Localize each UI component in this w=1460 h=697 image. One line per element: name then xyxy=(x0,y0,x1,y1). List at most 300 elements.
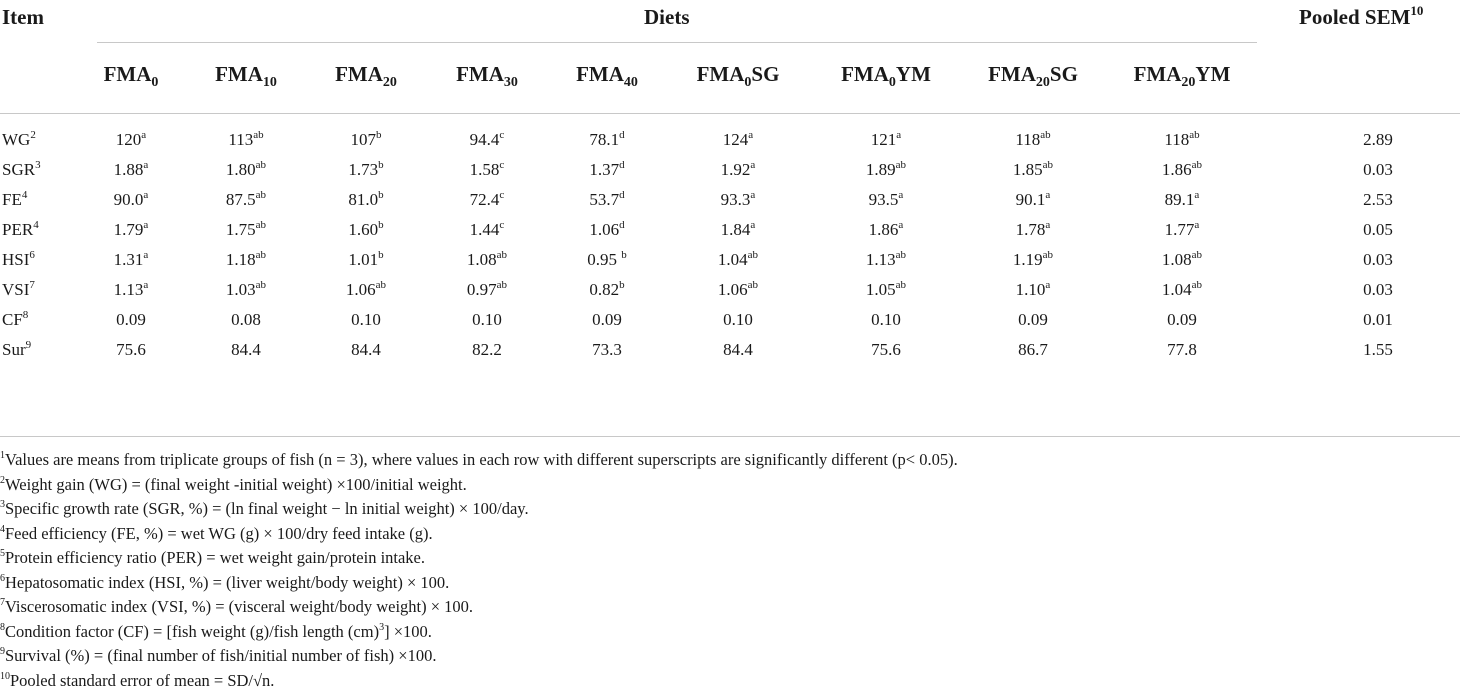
table-cell xyxy=(721,190,756,210)
table-cell xyxy=(348,190,383,210)
cell-superscript: a xyxy=(1194,189,1200,201)
header-diets: Diets xyxy=(644,5,690,29)
column-header-base: FMA xyxy=(215,62,263,86)
cell-superscript: a xyxy=(1045,219,1051,231)
table-cell xyxy=(226,280,266,300)
column-header xyxy=(215,62,277,90)
table-cell xyxy=(351,130,382,150)
cell-value: 1.05 xyxy=(865,280,896,299)
cell-value: 93.5 xyxy=(868,190,899,209)
cell-value: 73.3 xyxy=(592,340,622,359)
cell-value: 1.84 xyxy=(720,220,751,239)
cell-value: 1.85 xyxy=(1012,160,1043,179)
cell-value: 0.10 xyxy=(723,310,753,329)
row-label xyxy=(2,190,27,210)
cell-superscript: a xyxy=(1045,279,1051,291)
footnote-number: 6 xyxy=(0,572,5,584)
cell-value: 1.13 xyxy=(865,250,896,269)
footnote-text-after: ] ×100. xyxy=(384,621,432,641)
row-label-sup: 3 xyxy=(35,159,41,171)
table-cell xyxy=(114,220,149,240)
cell-value: 1.80 xyxy=(225,160,256,179)
table-cell xyxy=(1016,280,1051,300)
table-cell xyxy=(1015,130,1050,150)
row-label xyxy=(2,340,31,360)
row-label xyxy=(2,310,28,330)
cell-value: 77.8 xyxy=(1167,340,1197,359)
column-header-sub: 20 xyxy=(382,75,397,90)
footnote xyxy=(0,450,958,470)
table-cell xyxy=(721,220,756,240)
cell-superscript: ab xyxy=(895,249,907,261)
cell-value: 113 xyxy=(228,130,254,149)
cell-superscript: a xyxy=(898,219,904,231)
table-bottom-rule xyxy=(0,436,1460,437)
cell-value: 84.4 xyxy=(723,340,753,359)
cell-superscript: b xyxy=(621,249,627,261)
cell-superscript: c xyxy=(499,189,505,201)
column-header-suffix: SG xyxy=(1049,62,1078,86)
cell-value: 0.09 xyxy=(1167,310,1197,329)
column-header-sub: 40 xyxy=(623,75,638,90)
cell-superscript: b xyxy=(378,249,384,261)
pooled-sem-value: 0.03 xyxy=(1363,160,1393,179)
table-cell xyxy=(723,340,753,360)
cell-value: 1.86 xyxy=(868,220,899,239)
table-cell xyxy=(470,190,505,210)
table-cell xyxy=(589,280,624,300)
cell-superscript: d xyxy=(619,189,625,201)
table-cell xyxy=(470,160,505,180)
column-header xyxy=(1133,62,1231,90)
cell-superscript: a xyxy=(143,159,149,171)
row-label xyxy=(2,220,39,240)
cell-value: 118 xyxy=(1164,130,1190,149)
row-label xyxy=(2,280,35,300)
header-rule xyxy=(0,113,1460,114)
header-pooled-sem xyxy=(1299,5,1423,30)
table-cell xyxy=(589,190,624,210)
cell-value: 1.03 xyxy=(225,280,256,299)
cell-superscript: a xyxy=(748,129,754,141)
cell-value: 118 xyxy=(1015,130,1041,149)
cell-superscript: ab xyxy=(255,279,267,291)
table-cell xyxy=(1167,340,1197,360)
table-cell xyxy=(231,310,261,330)
footnote-text: Survival (%) = (final number of fish/initial number of fish) ×100. xyxy=(5,646,437,665)
cell-value: 75.6 xyxy=(116,340,146,359)
cell-value: 1.08 xyxy=(466,250,497,269)
row-label-text: Sur xyxy=(2,340,26,359)
cell-superscript: c xyxy=(499,219,505,231)
column-header-base: FMA xyxy=(988,62,1036,86)
table-cell xyxy=(1167,310,1197,330)
table-cell xyxy=(1162,250,1202,270)
pooled-sem-value: 0.05 xyxy=(1363,220,1393,239)
cell-value: 121 xyxy=(870,130,897,149)
cell-value: 1.04 xyxy=(1161,280,1192,299)
cell-value: 0.10 xyxy=(871,310,901,329)
cell-value: 1.01 xyxy=(348,250,379,269)
footnote-number: 1 xyxy=(0,450,5,461)
cell-superscript: ab xyxy=(255,189,267,201)
cell-superscript: ab xyxy=(375,279,387,291)
table-cell xyxy=(1013,250,1053,270)
cell-value: 0.09 xyxy=(592,310,622,329)
footnote-text: Specific growth rate (SGR, %) = (ln final weight − ln initial weight) × 100/day. xyxy=(5,499,529,518)
cell-superscript: ab xyxy=(255,249,267,261)
cell-value: 1.06 xyxy=(717,280,748,299)
column-header-base: FMA xyxy=(841,62,889,86)
cell-superscript: ab xyxy=(255,219,267,231)
footnote-number: 4 xyxy=(0,523,5,535)
cell-superscript: ab xyxy=(1040,129,1051,141)
column-header-suffix: YM xyxy=(1195,62,1231,86)
cell-value: 90.1 xyxy=(1015,190,1046,209)
footnote xyxy=(0,548,425,568)
column-header-suffix: YM xyxy=(895,62,931,86)
cell-superscript: ab xyxy=(496,249,508,261)
column-header xyxy=(456,62,518,90)
cell-value: 1.13 xyxy=(113,280,144,299)
table-cell xyxy=(871,310,901,330)
column-header-base: FMA xyxy=(103,62,152,86)
table-cell xyxy=(348,220,383,240)
cell-superscript: a xyxy=(750,189,756,201)
footnote-text: Pooled standard error of mean = SD/√n. xyxy=(10,670,275,690)
cell-value: 53.7 xyxy=(589,190,620,209)
cell-superscript: a xyxy=(143,249,149,261)
row-label-text: CF xyxy=(2,310,23,329)
cell-value: 78.1 xyxy=(589,130,620,149)
table-cell xyxy=(116,340,146,360)
header-pooled-sem-sup: 10 xyxy=(1410,3,1424,18)
table-cell xyxy=(114,280,149,300)
table-cell xyxy=(467,250,507,270)
column-header-sub: 20 xyxy=(1035,75,1050,90)
cell-value: 84.4 xyxy=(351,340,381,359)
cell-superscript: c xyxy=(499,159,505,171)
table-cell xyxy=(467,280,507,300)
table-cell xyxy=(114,250,149,270)
cell-superscript: a xyxy=(143,189,149,201)
table-cell xyxy=(472,310,502,330)
table-cell xyxy=(1016,190,1051,210)
footnote xyxy=(0,622,432,642)
table-cell xyxy=(1165,220,1200,240)
footnote-number: 9 xyxy=(0,646,5,657)
column-header-sub: 20 xyxy=(1181,75,1196,90)
footnote-number: 5 xyxy=(0,548,5,559)
cell-value: 1.88 xyxy=(113,160,144,179)
table-cell xyxy=(114,190,149,210)
cell-superscript: a xyxy=(750,219,756,231)
footnote xyxy=(0,499,529,519)
column-header-sub: 0 xyxy=(744,75,752,90)
cell-superscript: ab xyxy=(1191,279,1203,291)
cell-value: 1.06 xyxy=(589,220,620,239)
footnote-text: Hepatosomatic index (HSI, %) = (liver weight/body weight) × 100. xyxy=(5,572,450,592)
column-header-base: FMA xyxy=(1133,62,1182,86)
cell-superscript: a xyxy=(141,129,147,141)
cell-value: 1.78 xyxy=(1015,220,1046,239)
cell-superscript: ab xyxy=(895,159,907,171)
cell-value: 1.92 xyxy=(720,160,751,179)
cell-value: 1.79 xyxy=(113,220,144,239)
cell-superscript: b xyxy=(378,159,384,171)
cell-superscript: ab xyxy=(1189,129,1200,141)
table-cell xyxy=(1162,280,1202,300)
cell-value: 1.58 xyxy=(469,160,500,179)
cell-superscript: a xyxy=(143,279,149,291)
cell-superscript: a xyxy=(1194,219,1200,231)
table-cell xyxy=(116,130,146,150)
cell-value: 1.37 xyxy=(589,160,620,179)
footnote-number: 7 xyxy=(0,597,5,608)
column-header-sub: 0 xyxy=(151,75,159,90)
table-cell xyxy=(587,250,627,270)
row-label-sup: 4 xyxy=(21,189,28,201)
footnote-text: Viscerosomatic index (VSI, %) = (visceral weight/body weight) × 100. xyxy=(5,597,474,616)
cell-value: 89.1 xyxy=(1164,190,1195,209)
table-cell xyxy=(718,280,758,300)
row-label xyxy=(2,250,35,270)
cell-value: 1.10 xyxy=(1015,280,1046,299)
cell-superscript: b xyxy=(619,279,625,291)
table-cell xyxy=(348,250,383,270)
cell-superscript: a xyxy=(750,159,756,171)
row-label-text: WG xyxy=(2,130,31,149)
table-cell xyxy=(346,280,386,300)
footnote-text: Protein efficiency ratio (PER) = wet weight gain/protein intake. xyxy=(5,548,426,567)
row-label-sup: 2 xyxy=(30,129,36,141)
footnote-number: 3 xyxy=(0,499,5,510)
cell-value: 93.3 xyxy=(720,190,751,209)
footnote-text: Weight gain (WG) = (final weight -initial weight) ×100/initial weight. xyxy=(5,474,467,494)
cell-value: 1.06 xyxy=(345,280,376,299)
table-cell xyxy=(114,160,149,180)
column-header-sub: 0 xyxy=(888,75,896,90)
table-cell xyxy=(866,160,906,180)
row-label-text: FE xyxy=(2,190,22,209)
column-header xyxy=(988,62,1078,90)
cell-value: 1.86 xyxy=(1161,160,1192,179)
pooled-sem-value: 0.01 xyxy=(1363,310,1393,329)
table-cell xyxy=(1162,160,1202,180)
table-cell xyxy=(228,130,263,150)
cell-superscript: d xyxy=(619,159,625,171)
row-label-text: HSI xyxy=(2,250,30,269)
table-cell xyxy=(226,250,266,270)
table-cell xyxy=(869,220,904,240)
cell-value: 1.31 xyxy=(113,250,144,269)
cell-superscript: a xyxy=(1045,189,1051,201)
column-header xyxy=(841,62,931,90)
diets-rule xyxy=(97,42,1257,43)
column-header-sub: 30 xyxy=(503,75,518,90)
footnote-number: 2 xyxy=(0,474,5,486)
cell-superscript: c xyxy=(499,129,505,141)
cell-value: 1.18 xyxy=(225,250,256,269)
cell-superscript: ab xyxy=(255,159,267,171)
footnote-text-sup: 3 xyxy=(379,621,385,633)
cell-value: 84.4 xyxy=(231,340,261,359)
footnote xyxy=(0,573,449,593)
cell-value: 1.08 xyxy=(1161,250,1192,269)
footnote xyxy=(0,475,467,495)
row-label xyxy=(2,130,36,150)
cell-value: 107 xyxy=(350,130,376,149)
cell-value: 0.10 xyxy=(472,310,502,329)
cell-superscript: ab xyxy=(1191,159,1203,171)
table-cell xyxy=(1018,310,1048,330)
cell-value: 124 xyxy=(722,130,749,149)
table-cell xyxy=(470,130,505,150)
table-cell xyxy=(1164,130,1199,150)
cell-superscript: d xyxy=(619,219,625,231)
table-cell xyxy=(472,340,502,360)
cell-superscript: b xyxy=(376,129,382,141)
table-cell xyxy=(1018,340,1048,360)
cell-value: 82.2 xyxy=(472,340,502,359)
row-label xyxy=(2,160,41,180)
pooled-sem-value: 2.53 xyxy=(1363,190,1393,209)
table-cell xyxy=(1013,160,1053,180)
footnote-text: Condition factor (CF) = [fish weight (g)/fish length (cm) xyxy=(5,621,380,641)
header-item: Item xyxy=(2,5,44,29)
footnote-number: 10 xyxy=(0,670,10,682)
footnote-text: Feed efficiency (FE, %) = wet WG (g) × 100/dry feed intake (g). xyxy=(5,523,433,543)
footnote-text: Values are means from triplicate groups of fish (n = 3), where values in each row with different superscripts are significantly different (p< 0.05). xyxy=(5,450,958,469)
cell-value: 1.75 xyxy=(225,220,256,239)
header-pooled-sem-text: Pooled SEM xyxy=(1299,5,1411,29)
footnote xyxy=(0,646,436,666)
cell-value: 1.73 xyxy=(348,160,379,179)
column-header-base: FMA xyxy=(456,62,504,86)
cell-value: 0.09 xyxy=(1018,310,1048,329)
cell-value: 0.08 xyxy=(231,310,261,329)
cell-superscript: b xyxy=(378,219,384,231)
table-cell xyxy=(470,220,505,240)
cell-value: 1.19 xyxy=(1012,250,1043,269)
row-label-text: SGR xyxy=(2,160,36,179)
column-header xyxy=(696,62,780,90)
cell-superscript: ab xyxy=(1042,249,1054,261)
row-label-sup: 9 xyxy=(25,339,32,351)
cell-superscript: a xyxy=(898,189,904,201)
column-header-base: FMA xyxy=(335,62,383,86)
column-header-base: FMA xyxy=(696,62,745,86)
cell-value: 0.97 xyxy=(466,280,497,299)
table-cell xyxy=(723,310,753,330)
cell-value: 1.04 xyxy=(717,250,748,269)
table-cell xyxy=(226,160,266,180)
column-header xyxy=(103,62,159,90)
cell-superscript: ab xyxy=(747,279,759,291)
footnote xyxy=(0,524,433,544)
table-cell xyxy=(116,310,146,330)
table-cell xyxy=(226,190,266,210)
pooled-sem-value: 0.03 xyxy=(1363,280,1393,299)
column-header xyxy=(335,62,397,90)
cell-value: 72.4 xyxy=(469,190,500,209)
footnote xyxy=(0,597,473,617)
table-cell xyxy=(871,340,901,360)
table-cell xyxy=(723,130,753,150)
table-cell xyxy=(718,250,758,270)
table-cell xyxy=(231,340,261,360)
footnote xyxy=(0,671,274,691)
table-cell xyxy=(226,220,266,240)
pooled-sem-value: 0.03 xyxy=(1363,250,1393,269)
column-header-base: FMA xyxy=(576,62,624,86)
cell-value: 0.09 xyxy=(116,310,146,329)
cell-value: 0.10 xyxy=(351,310,381,329)
row-label-sup: 4 xyxy=(33,219,39,231)
table-cell xyxy=(592,310,622,330)
cell-superscript: a xyxy=(143,219,149,231)
cell-value: 0.82 xyxy=(589,280,620,299)
cell-superscript: ab xyxy=(496,279,508,291)
cell-value: 1.44 xyxy=(469,220,500,239)
cell-superscript: ab xyxy=(1191,249,1203,261)
cell-superscript: a xyxy=(896,129,902,141)
cell-superscript: ab xyxy=(747,249,759,261)
cell-value: 0.95 xyxy=(587,250,622,269)
table-cell xyxy=(1165,190,1200,210)
table-cell xyxy=(589,220,624,240)
pooled-sem-value: 1.55 xyxy=(1363,340,1393,359)
column-header-sub: 10 xyxy=(262,75,277,90)
row-label-sup: 6 xyxy=(29,249,35,261)
cell-superscript: ab xyxy=(895,279,907,291)
table-cell xyxy=(592,340,622,360)
row-label-sup: 8 xyxy=(22,309,29,321)
table-cell xyxy=(1016,220,1051,240)
row-label-text: PER xyxy=(2,220,34,239)
table-cell xyxy=(866,250,906,270)
cell-value: 1.60 xyxy=(348,220,379,239)
column-header xyxy=(576,62,638,90)
cell-value: 75.6 xyxy=(871,340,901,359)
table-cell xyxy=(871,130,901,150)
table-cell xyxy=(869,190,904,210)
row-label-sup: 7 xyxy=(29,279,35,291)
pooled-sem-value: 2.89 xyxy=(1363,130,1393,149)
table-cell xyxy=(866,280,906,300)
cell-superscript: d xyxy=(619,129,625,141)
footnote-number: 8 xyxy=(0,621,5,633)
table-cell xyxy=(351,340,381,360)
table-cell xyxy=(589,160,624,180)
cell-value: 94.4 xyxy=(469,130,500,149)
cell-value: 120 xyxy=(115,130,142,149)
table-cell xyxy=(721,160,756,180)
cell-value: 1.89 xyxy=(865,160,896,179)
cell-superscript: b xyxy=(378,189,384,201)
row-label-text: VSI xyxy=(2,280,30,299)
table-cell xyxy=(589,130,624,150)
cell-value: 86.7 xyxy=(1018,340,1048,359)
column-header-suffix: SG xyxy=(751,62,780,86)
table-cell xyxy=(348,160,383,180)
table-cell xyxy=(351,310,381,330)
cell-superscript: ab xyxy=(1042,159,1054,171)
cell-value: 87.5 xyxy=(225,190,256,209)
cell-superscript: ab xyxy=(253,129,264,141)
cell-value: 1.77 xyxy=(1164,220,1195,239)
cell-value: 90.0 xyxy=(113,190,144,209)
